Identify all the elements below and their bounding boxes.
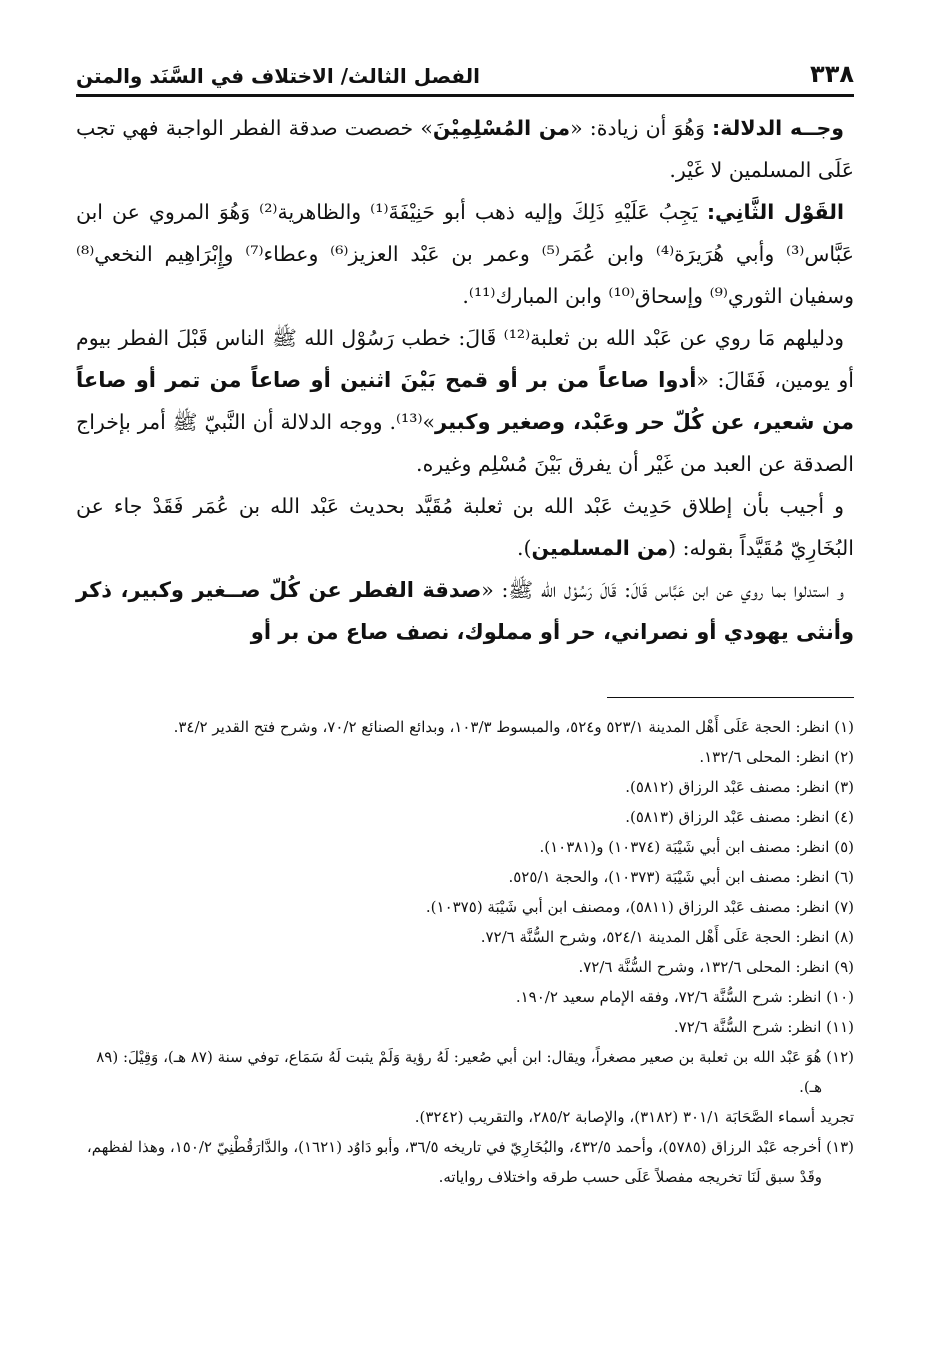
paragraph-1-text-b: » خصصت صدقة الفطر الواجبة فهي تجب عَلَى المسلمين لا غَيْر. [76, 116, 854, 182]
paragraph-3 [76, 317, 854, 485]
footnote: (٣) انظر: مصنف عَبْد الرزاق (٥٨١٢). [625, 778, 854, 796]
footnote: (١٢) هُوَ عَبْد الله بن ثعلبة بن صعير مصغراً، ويقال: ابن أبي صُعير: لَهُ رؤية وَلَمْ يثبت لَهُ سَمَاع، توفي سنة (٨٧ هـ)، وَقِيْلَ: (٨٩ هـ). [96, 1048, 854, 1096]
page-header [76, 50, 854, 88]
footnote: (١) انظر: الحجة عَلَى أَهْل المدينة ٥٢٣/١ و٥٢٤، والمبسوط ١٠٣/٣، وبدائع الصنائع ٧٠/٢، وشرح فتح القدير ٣٤/٢. [173, 718, 854, 736]
paragraph-4-bold: من المسلمين [531, 536, 669, 560]
paragraph-2-label: القَوْل الثَّانِي: [706, 200, 844, 224]
footnote: (٤) انظر: مصنف عَبْد الرزاق (٥٨١٣). [625, 808, 854, 826]
chapter-title: الفصل الثالث/ الاختلاف في السَّنَد والمتن [76, 64, 481, 88]
paragraph-4 [76, 485, 854, 569]
footnote: (١١) انظر: شرح السُّنَّة ٧٢/٦. [673, 1018, 854, 1036]
paragraph-2-text: يَجِبُ عَلَيْهِ ذَلِكَ وإليه ذهب أبو حَنِيْفَةَ⁽¹⁾ والظاهرية⁽²⁾ وَهُوَ المروي عن ابن عَبَّاس⁽³⁾ وأبي هُرَيرَة⁽⁴⁾ وابن عُمَر⁽⁵⁾ وعمر بن عَبْد العزيز⁽⁶⁾ وعطاء⁽⁷⁾ وإِبْرَاهِيم النخعي⁽⁸⁾ وسفيان الثوري⁽⁹⁾ وإسحاق⁽¹⁰⁾ وابن المبارك⁽¹¹⁾. [76, 200, 855, 308]
main-text [76, 107, 854, 653]
footnote-continuation: تجريد أسماء الصَّحَابَة ٣٠١/١ (٣١٨٢)، والإصابة ٢٨٥/٢، والتقريب (٣٢٤٢). [414, 1108, 854, 1126]
paragraph-3-text-a: ودليلهم مَا روي عن عَبْد الله بن ثعلبة⁽¹²⁾ قَالَ: خطب رَسُوْل الله ﷺ الناس قَبْلَ الفطر بيوم أو يومين، فَقَالَ: « [76, 326, 854, 392]
footnote: (١٠) انظر: شرح السُّنَّة ٧٢/٦، وفقه الإمام سعيد ١٩٠/٢. [515, 988, 854, 1006]
paragraph-5 [76, 569, 854, 653]
footnote: (٢) انظر: المحلى ١٣٢/٦. [699, 748, 854, 766]
footnote: (٧) انظر: مصنف عَبْد الرزاق (٥٨١١)، ومصنف ابن أبي شَيْبَة (١٠٣٧٥). [425, 898, 854, 916]
paragraph-4-text-a: و أجيب بأن إطلاق حَدِيث عَبْد الله بن ثعلبة مُقَيَّد بحديث عَبْد الله بن عُمَر فَقَدْ جاء عن البُخَارِيّ مُقَيَّداً بقوله: ( [76, 494, 854, 560]
footnote-separator [607, 697, 854, 698]
footnote: (١٣) أخرجه عَبْد الرزاق (٥٧٨٥)، وأحمد ٤٣٢/٥، والبُخَارِيّ في تاريخه ٣٦/٥، وأبو دَاوُد (١٦٢١)، والدَّارَقُطْنِيّ ١٥٠/٢، وهذا لفظهم، وقَدْ سبق لَنَا تخريجه مفصلاً عَلَى حسب طرقه واختلاف رواياته. [86, 1138, 854, 1186]
page-number: ٣٣٨ [810, 60, 854, 88]
paragraph-1-text-a: وَهُوَ أن زيادة: « [570, 116, 705, 140]
paragraph-3-text-b: »⁽¹³⁾. ووجه الدلالة أن النَّبيّ ﷺ أمر بإخراج الصدقة عن العبد من غَيْر أن يفرق بَيْنَ مُسْلِم وغيره. [76, 410, 854, 476]
paragraph-1 [76, 107, 854, 191]
hadith-quote: أدوا صاعاً من بر أو قمح بَيْنَ اثنين أو صاعاً من تمر أو صاعاً من شعير، عن كُلّ حر وعَبْد، وصغير وكبير [76, 368, 854, 434]
paragraph-1-bold: من المُسْلِمِيْنَ [432, 116, 571, 140]
footnote: (٦) انظر: مصنف ابن أبي شَيْبَة (١٠٣٧٣)، والحجة ٥٢٥/١. [508, 868, 854, 886]
paragraph-2 [76, 191, 854, 317]
page [76, 50, 854, 653]
footnote: (٥) انظر: مصنف ابن أبي شَيْبَة (١٠٣٧٤) و(١٠٣٨١). [539, 838, 854, 856]
hadith-quote-2: صدقة الفطر عن كُلّ صــغير وكبير، ذكر وأنثى يهودي أو نصراني، حر أو مملوك، نصف صاع من بر أو [76, 578, 854, 644]
footnote: (٨) انظر: الحجة عَلَى أَهْل المدينة ٥٢٤/١، وشرح السُّنَّة ٧٢/٦. [480, 928, 854, 946]
paragraph-5-text-a: و استدلوا بما روي عن ابن عَبَّاس قَالَ: قَالَ رَسُوْل الله ﷺ: « [481, 578, 844, 602]
footnotes [78, 712, 854, 1192]
paragraph-1-label: وجــه الدلالة: [712, 116, 844, 140]
paragraph-4-text-b: ). [517, 536, 532, 560]
header-rule [76, 94, 854, 97]
footnote: (٩) انظر: المحلى ١٣٢/٦، وشرح السُّنَّة ٧٢/٦. [578, 958, 854, 976]
